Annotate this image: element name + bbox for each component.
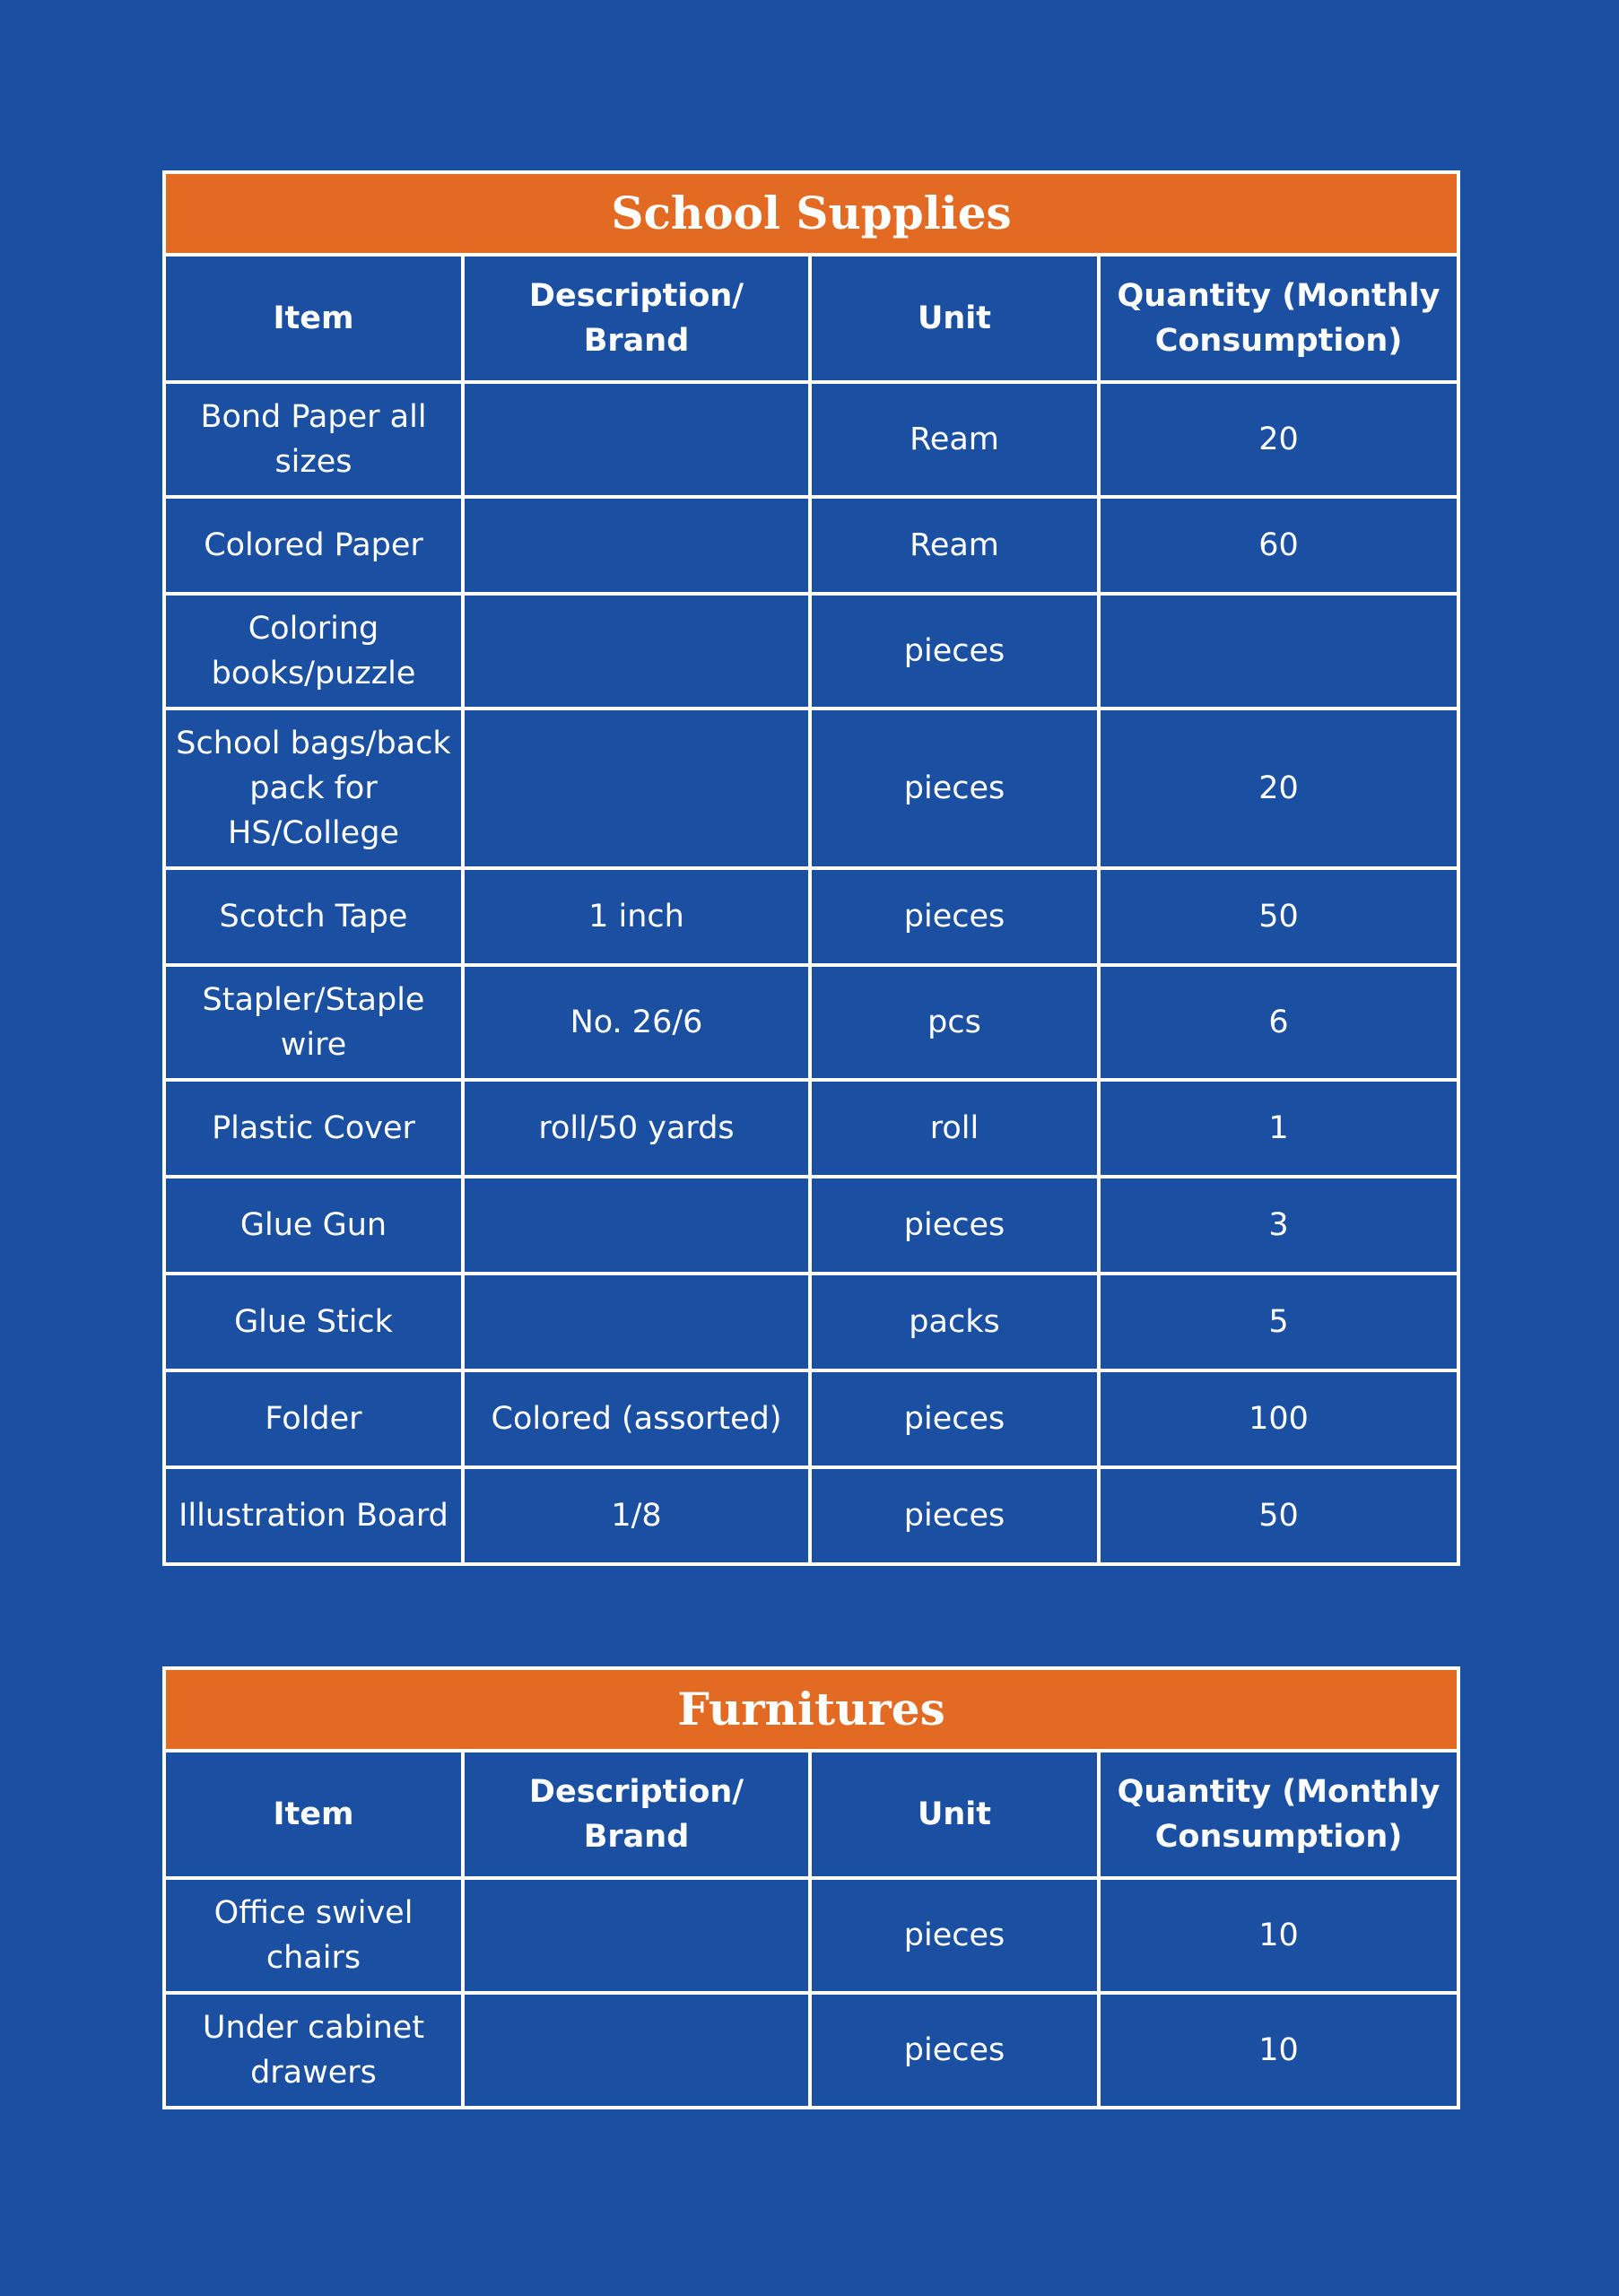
quantity-cell: 1 (1099, 1080, 1458, 1177)
quantity-cell: 100 (1099, 1370, 1458, 1467)
column-header-quantity: Quantity (Monthly Consumption) (1099, 1751, 1458, 1878)
description-cell: roll/50 yards (463, 1080, 810, 1177)
description-cell: 1/8 (463, 1467, 810, 1564)
table-row (164, 965, 1458, 1080)
unit-cell: pieces (810, 1878, 1099, 1993)
quantity-cell: 20 (1099, 382, 1458, 497)
description-cell (463, 1878, 810, 1993)
furnitures-title: Furnitures (164, 1668, 1458, 1751)
item-cell: Scotch Tape (164, 868, 463, 965)
school-supplies-title: School Supplies (164, 172, 1458, 255)
table-row (164, 1080, 1458, 1177)
table-row (164, 497, 1458, 594)
description-cell (463, 594, 810, 709)
unit-cell: Ream (810, 497, 1099, 594)
table-row (164, 1274, 1458, 1370)
unit-cell: pieces (810, 1467, 1099, 1564)
description-cell (463, 1177, 810, 1274)
item-cell: Folder (164, 1370, 463, 1467)
description-cell (463, 382, 810, 497)
table-row (164, 1467, 1458, 1564)
quantity-cell: 5 (1099, 1274, 1458, 1370)
unit-cell: pcs (810, 965, 1099, 1080)
item-cell: Under cabinet drawers (164, 1993, 463, 2108)
item-cell: School bags/back pack for HS/College (164, 709, 463, 868)
table-row (164, 868, 1458, 965)
unit-cell: pieces (810, 594, 1099, 709)
unit-cell: pieces (810, 1370, 1099, 1467)
description-cell: No. 26/6 (463, 965, 810, 1080)
item-cell: Glue Stick (164, 1274, 463, 1370)
column-header-quantity: Quantity (Monthly Consumption) (1099, 255, 1458, 382)
table-row (164, 1177, 1458, 1274)
quantity-cell: 60 (1099, 497, 1458, 594)
item-cell: Stapler/Staple wire (164, 965, 463, 1080)
description-cell (463, 1274, 810, 1370)
quantity-cell: 3 (1099, 1177, 1458, 1274)
table-row (164, 709, 1458, 868)
item-cell: Coloring books/puzzle (164, 594, 463, 709)
description-cell (463, 1993, 810, 2108)
item-cell: Glue Gun (164, 1177, 463, 1274)
quantity-cell: 6 (1099, 965, 1458, 1080)
description-cell (463, 497, 810, 594)
item-cell: Illustration Board (164, 1467, 463, 1564)
quantity-cell: 50 (1099, 868, 1458, 965)
unit-cell: pieces (810, 1177, 1099, 1274)
column-header-unit: Unit (810, 255, 1099, 382)
unit-cell: roll (810, 1080, 1099, 1177)
description-cell: 1 inch (463, 868, 810, 965)
column-header-description: Description/ Brand (463, 255, 810, 382)
description-cell (463, 709, 810, 868)
table-row (164, 594, 1458, 709)
column-header-item: Item (164, 1751, 463, 1878)
unit-cell: pieces (810, 1993, 1099, 2108)
quantity-cell: 50 (1099, 1467, 1458, 1564)
furnitures-section (162, 1666, 1457, 2109)
table-row (164, 1370, 1458, 1467)
item-cell: Plastic Cover (164, 1080, 463, 1177)
item-cell: Colored Paper (164, 497, 463, 594)
quantity-cell: 10 (1099, 1993, 1458, 2108)
quantity-cell: 10 (1099, 1878, 1458, 1993)
unit-cell: pieces (810, 709, 1099, 868)
table-row (164, 1878, 1458, 1993)
table-row (164, 1993, 1458, 2108)
description-cell: Colored (assorted) (463, 1370, 810, 1467)
unit-cell: pieces (810, 868, 1099, 965)
unit-cell: packs (810, 1274, 1099, 1370)
furnitures-table (162, 1666, 1460, 2109)
column-header-item: Item (164, 255, 463, 382)
unit-cell: Ream (810, 382, 1099, 497)
item-cell: Office swivel chairs (164, 1878, 463, 1993)
quantity-cell: 20 (1099, 709, 1458, 868)
quantity-cell (1099, 594, 1458, 709)
column-header-unit: Unit (810, 1751, 1099, 1878)
table-row (164, 382, 1458, 497)
school-supplies-section (162, 170, 1457, 1566)
item-cell: Bond Paper all sizes (164, 382, 463, 497)
column-header-description: Description/ Brand (463, 1751, 810, 1878)
school-supplies-table (162, 170, 1460, 1566)
